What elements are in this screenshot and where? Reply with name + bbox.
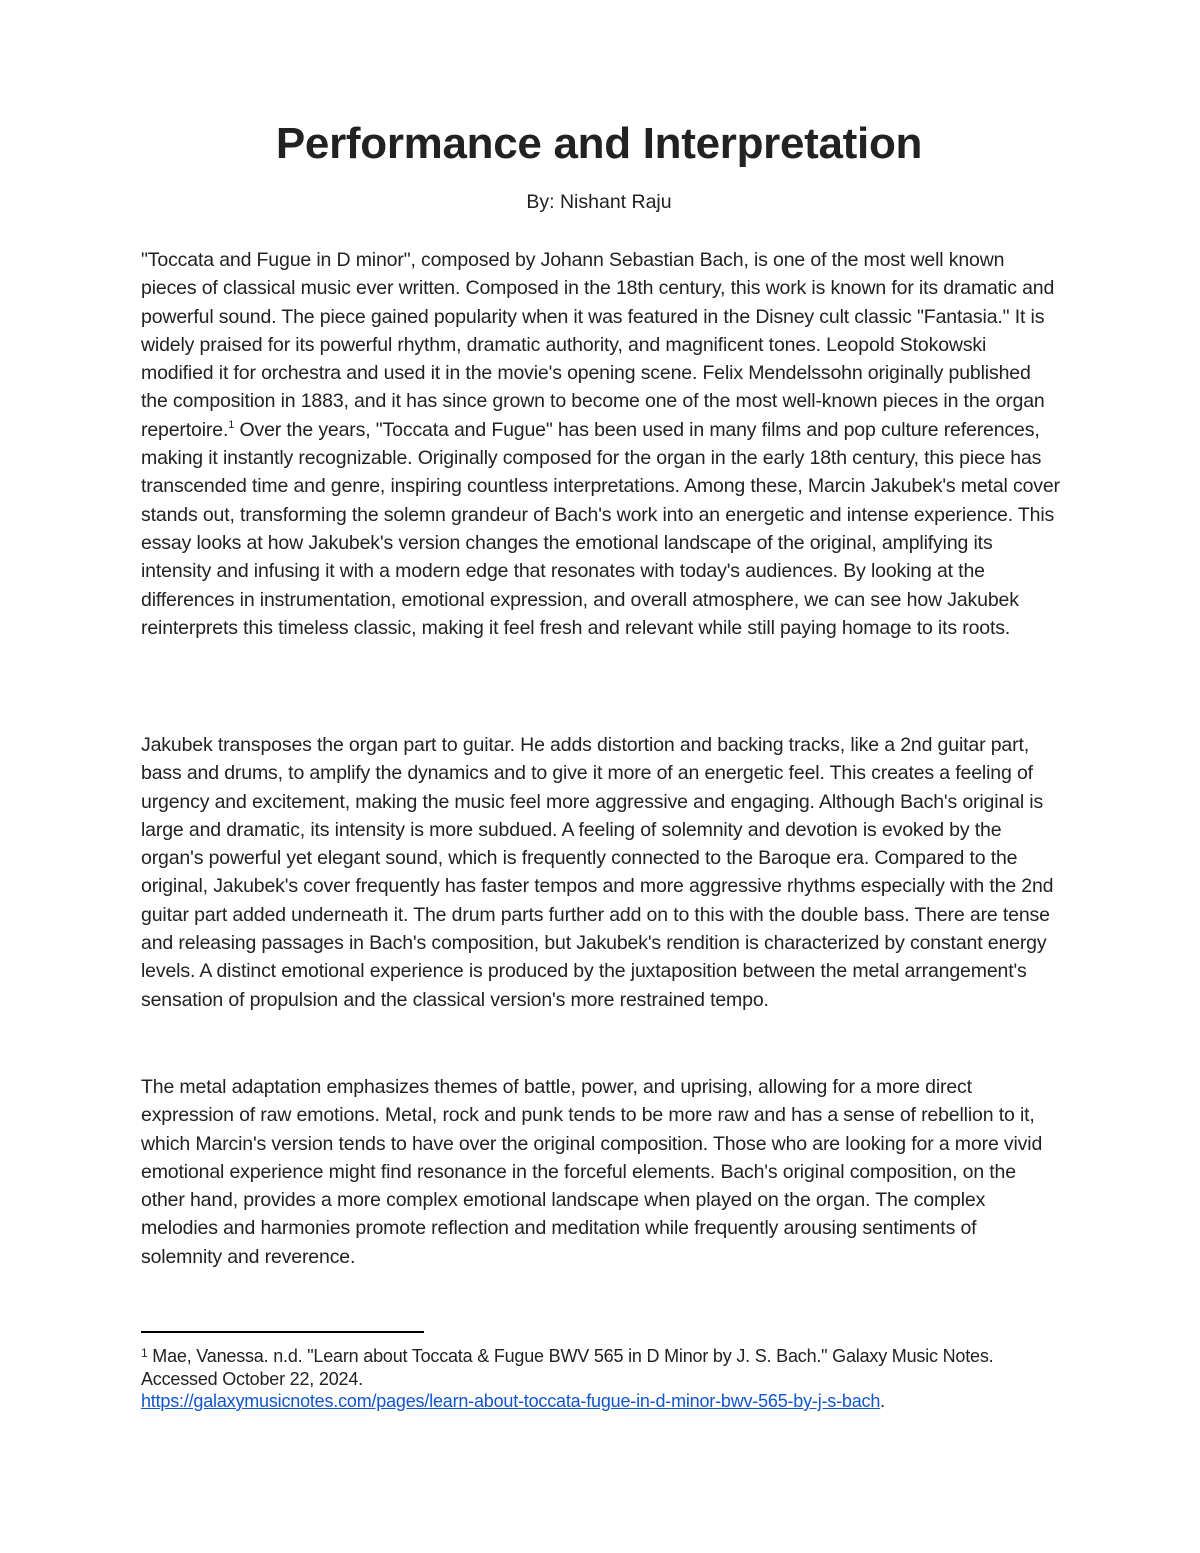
footnote-reference[interactable]: 1 xyxy=(228,418,235,431)
paragraph-emotion: The metal adaptation emphasizes themes of battle, power, and uprising, allowing for a more direct expression of raw emotions. Metal, rock and punk tends to be more raw and has a sense of rebellion to it, which Marcin's version tends to have over the original composition. Those who are looking for a more vivid emotional experience might find resonance in the forceful elements. Bach's original composition, on the other hand, provides a more complex emotional landscape when played on the organ. The complex melodies and harmonies promote reflection and meditation while frequently arousing sentiments of solemnity and reverence. xyxy=(141,1076,1043,1268)
paragraph-intro-text-a: "Toccata and Fugue in D minor", composed by Johann Sebastian Bach, is one of the most well known pieces of classical music ever written. Composed in the 18th century, this work is known for its dramatic and powerful sound. The piece gained popularity when it was featured in the Disney cult classic "Fantasia." It is widely praised for its powerful rhythm, dramatic authority, and magnificent tones. Leopold Stokowski modified it for orchestra and used it in the movie's opening scene. Felix Mendelssohn originally published the composition in 1883, and it has since grown to become one of the most well-known pieces in the organ repertoire. xyxy=(141,249,1055,441)
author-byline: By: Nishant Raju xyxy=(526,191,672,213)
paragraph-intro xyxy=(141,246,1061,642)
footnote-divider xyxy=(141,1331,424,1333)
footnote-citation: Mae, Vanessa. n.d. "Learn about Toccata & Fugue BWV 565 in D Minor by J. S. Bach." Galaxy Music Notes. Accessed October 22, 2024. xyxy=(141,1346,994,1389)
paragraph-intro-text-b: Over the years, "Toccata and Fugue" has been used in many films and pop culture references, making it instantly recognizable. Originally composed for the organ in the early 18th century, this piece has transcended time and genre, inspiring countless interpretations. Among these, Marcin Jakubek's metal cover stands out, transforming the solemn grandeur of Bach's work into an energetic and intense experience. This essay looks at how Jakubek's version changes the emotional landscape of the original, amplifying its intensity and infusing it with a modern edge that resonates with today's audiences. By looking at the differences in instrumentation, emotional expression, and overall atmosphere, we can see how Jakubek reinterprets this timeless classic, making it feel fresh and relevant while still paying homage to its roots. xyxy=(141,418,1060,639)
footnote xyxy=(141,1345,1061,1413)
footnote-link[interactable]: https://galaxymusicnotes.com/pages/learn-about-toccata-fugue-in-d-minor-bwv-565-by-j-s-bach xyxy=(141,1391,881,1411)
page-title: Performance and Interpretation xyxy=(275,119,923,168)
paragraph-instrumentation: Jakubek transposes the organ part to guitar. He adds distortion and backing tracks, like a 2nd guitar part, bass and drums, to amplify the dynamics and to give it more of an energetic feel. This creates a feeling of urgency and excitement, making the music feel more aggressive and engaging. Although Bach's original is large and dramatic, its intensity is more subdued. A feeling of solemnity and devotion is evoked by the organ's powerful yet elegant sound, which is frequently connected to the Baroque era. Compared to the original, Jakubek's cover frequently has faster tempos and more aggressive rhythms especially with the 2nd guitar part added underneath it. The drum parts further add on to this with the double bass. There are tense and releasing passages in Bach's composition, but Jakubek's rendition is characterized by constant energy levels. A distinct emotional experience is produced by the juxtaposition between the metal arrangement's sensation of propulsion and the classical version's more restrained tempo. xyxy=(141,734,1054,1011)
footnote-mark: 1 xyxy=(141,1346,148,1360)
footnote-trailing: . xyxy=(880,1391,885,1411)
